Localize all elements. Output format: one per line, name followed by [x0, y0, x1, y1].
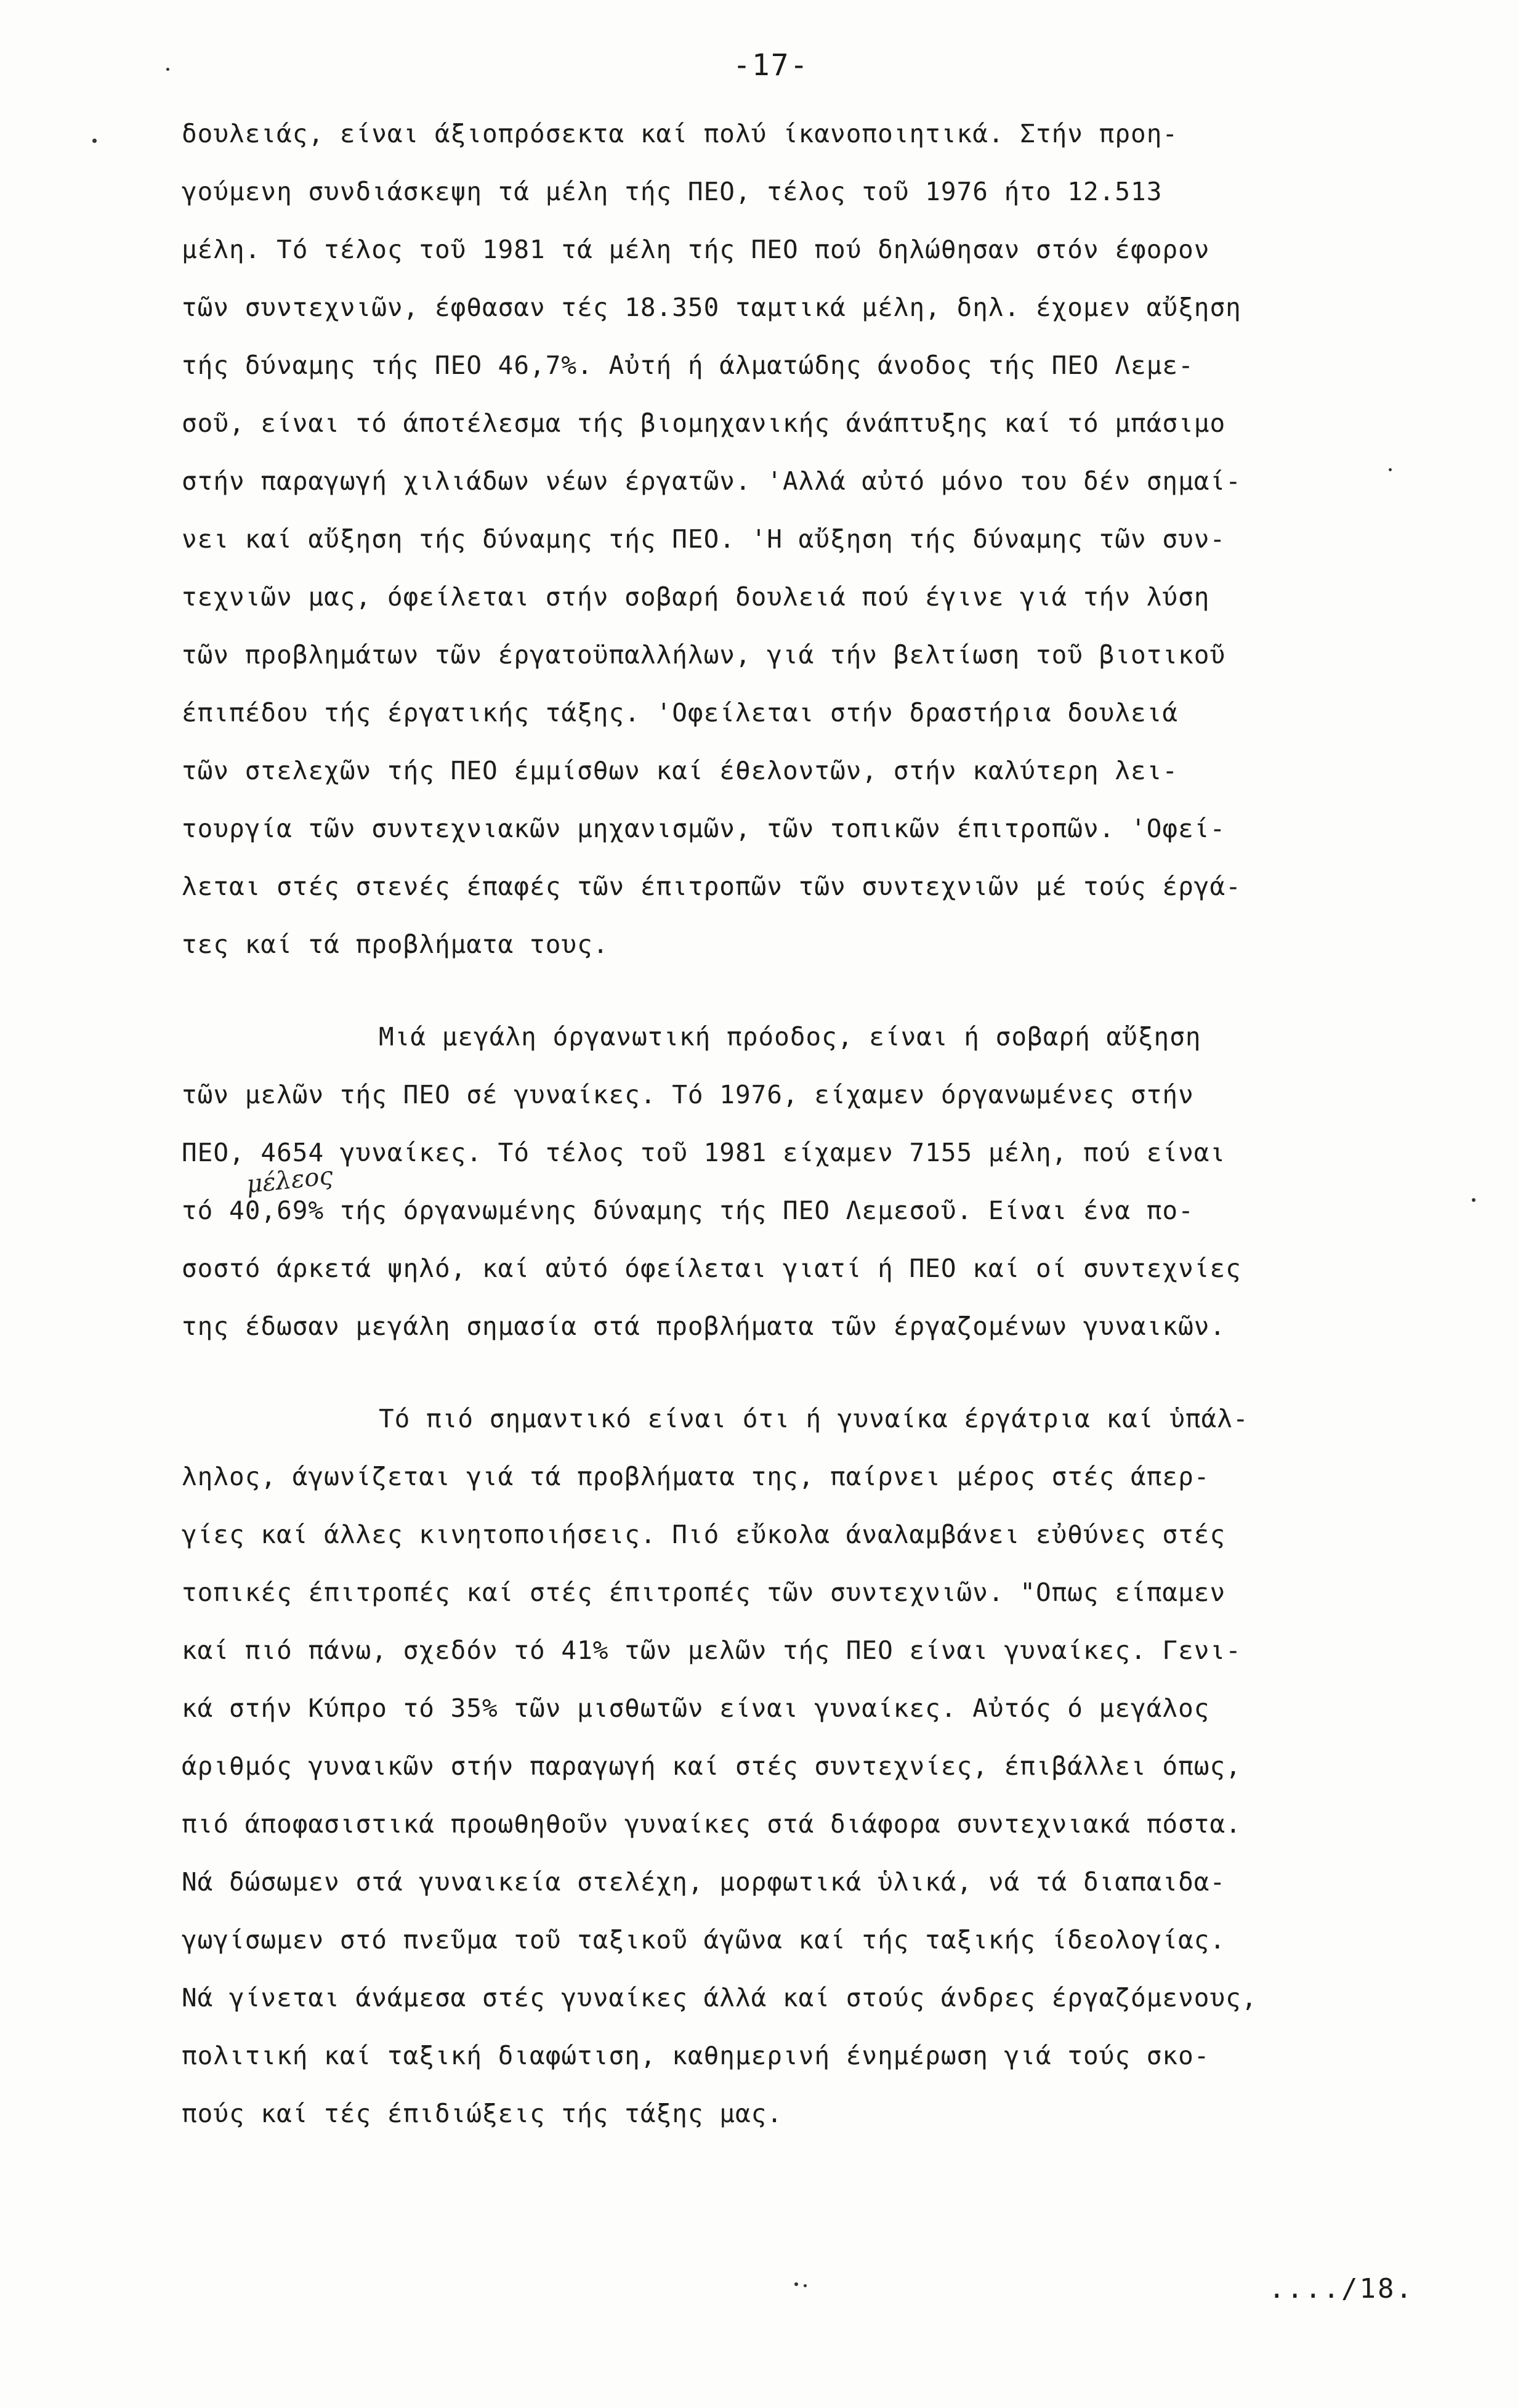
text-line: στήν παραγωγή χιλιάδων νέων έργατῶν. 'Αλλά αὐτό μόνο του δέν σημαί- — [182, 466, 1241, 496]
text-line: ληλος, άγωνίζεται γιά τά προβλήματα της, παίρνει μέρος στές άπερ- — [182, 1462, 1210, 1491]
text-line: σοστό άρκετά ψηλό, καί αὐτό όφείλεται γιατί ή ΠΕΟ καί οί συντεχνίες — [182, 1254, 1241, 1283]
text-line: γίες καί άλλες κινητοποιήσεις. Πιό εὔκολα άναλαμβάνει εὐθύνες στές — [182, 1520, 1226, 1549]
scan-speck — [166, 68, 169, 71]
text-line: δουλειάς, είναι άξιοπρόσεκτα καί πολύ ίκανοποιητικά. Στήν προη- — [182, 119, 1179, 148]
text-line: τῶν μελῶν τής ΠΕΟ σέ γυναίκες. Τό 1976, είχαμεν όργανωμένες στήν — [182, 1080, 1194, 1109]
text-line: λεται στές στενές έπαφές τῶν έπιτροπῶν τῶν συντεχνιῶν μέ τούς έργά- — [182, 872, 1241, 901]
text-line: έπιπέδου τής έργατικής τάξης. 'Οφείλεται στήν δραστήρια δουλειά — [182, 698, 1179, 728]
text-line: τοπικές έπιτροπές καί στές έπιτροπές τῶν συντεχνιῶν. "Οπως είπαμεν — [182, 1578, 1226, 1607]
text-line: ΠΕΟ, 4654 γυναίκες. Τό τέλος τοῦ 1981 είχαμεν 7155 μέλη, πού είναι — [182, 1138, 1226, 1167]
text-line: πιό άποφασιστικά προωθηθοῦν γυναίκες στά διάφορα συντεχνιακά πόστα. — [182, 1809, 1241, 1839]
text-line: γούμενη συνδιάσκεψη τά μέλη τής ΠΕΟ, τέλος τοῦ 1976 ήτο 12.513 — [182, 177, 1163, 206]
paragraph-gap — [182, 1355, 1475, 1390]
paragraph-women-members — [182, 1008, 1475, 1355]
text-line: τής δύναμης τής ΠΕΟ 46,7%. Αὐτή ή άλματώδης άνοδος τής ΠΕΟ Λεμε- — [182, 351, 1194, 380]
text-line: Νά δώσωμεν στά γυναικεία στελέχη, μορφωτικά ὑλικά, νά τά διαπαιδα- — [182, 1867, 1226, 1897]
text-line: Μιά μεγάλη όργανωτική πρόοδος, είναι ή σοβαρή αὔξηση — [379, 1022, 1201, 1052]
scan-speck — [1472, 1198, 1476, 1202]
text-line: της έδωσαν μεγάλη σημασία στά προβλήματα τῶν έργαζομένων γυναικῶν. — [182, 1311, 1226, 1341]
text-line: τό 40,69% τής όργανωμένης δύναμης τής ΠΕΟ Λεμεσοῦ. Είναι ένα πο- — [182, 1196, 1194, 1225]
text-line: τῶν συντεχνιῶν, έφθασαν τές 18.350 ταμτικά μέλη, δηλ. έχομεν αὔξηση — [182, 293, 1241, 322]
scan-speck — [804, 2284, 807, 2287]
text-line: γωγίσωμεν στό πνεῦμα τοῦ ταξικοῦ άγῶνα καί τής ταξικής ίδεολογίας. — [182, 1925, 1226, 1955]
paragraph-gap — [182, 973, 1475, 1008]
text-line: τεχνιῶν μας, όφείλεται στήν σοβαρή δουλειά πού έγινε γιά τήν λύση — [182, 582, 1210, 612]
text-line: Τό πιό σημαντικό είναι ότι ή γυναίκα έργάτρια καί ὑπάλ- — [379, 1404, 1249, 1433]
text-line: σοῦ, είναι τό άποτέλεσμα τής βιομηχανικής άνάπτυξης καί τό μπάσιμο — [182, 408, 1226, 438]
text-line: νει καί αὔξηση τής δύναμης τής ΠΕΟ. 'Η αὔξηση τής δύναμης τῶν συν- — [182, 524, 1226, 554]
text-line: πούς καί τές έπιδιώξεις τής τάξης μας. — [182, 2099, 783, 2128]
text-line: μέλη. Τό τέλος τοῦ 1981 τά μέλη τής ΠΕΟ πού δηλώθησαν στόν έφορον — [182, 235, 1210, 264]
scan-speck — [1389, 468, 1392, 471]
text-line: καί πιό πάνω, σχεδόν τό 41% τῶν μελῶν τής ΠΕΟ είναι γυναίκες. Γενι- — [182, 1636, 1241, 1665]
handwritten-annotation: μέλεος — [244, 1161, 334, 1199]
paragraph-women-workers — [182, 1390, 1475, 2142]
paragraph-membership-growth — [182, 105, 1475, 973]
text-line: Νά γίνεται άνάμεσα στές γυναίκες άλλά καί στούς άνδρες έργαζόμενους, — [182, 1983, 1258, 2013]
text-line: άριθμός γυναικῶν στήν παραγωγή καί στές συντεχνίες, έπιβάλλει όπως, — [182, 1751, 1241, 1781]
body-text — [182, 105, 1475, 2142]
text-line: πολιτική καί ταξική διαφώτιση, καθημερινή ένημέρωση γιά τούς σκο- — [182, 2041, 1210, 2070]
text-line: τῶν στελεχῶν τής ΠΕΟ έμμίσθων καί έθελοντῶν, στήν καλύτερη λει- — [182, 756, 1179, 785]
text-line: τες καί τά προβλήματα τους. — [182, 930, 609, 959]
scan-speck — [794, 2282, 798, 2286]
text-line: κά στήν Κύπρο τό 35% τῶν μισθωτῶν είναι γυναίκες. Αὐτός ό μεγάλος — [182, 1693, 1210, 1723]
text-line: τῶν προβλημάτων τῶν έργατοϋπαλλήλων, γιά τήν βελτίωση τοῦ βιοτικοῦ — [182, 640, 1226, 670]
continuation-marker: ..../18. — [1269, 2273, 1414, 2305]
page-number: -17- — [733, 48, 809, 83]
text-line: τουργία τῶν συντεχνιακῶν μηχανισμῶν, τῶν τοπικῶν έπιτροπῶν. 'Οφεί- — [182, 814, 1226, 843]
scan-speck — [92, 139, 97, 143]
